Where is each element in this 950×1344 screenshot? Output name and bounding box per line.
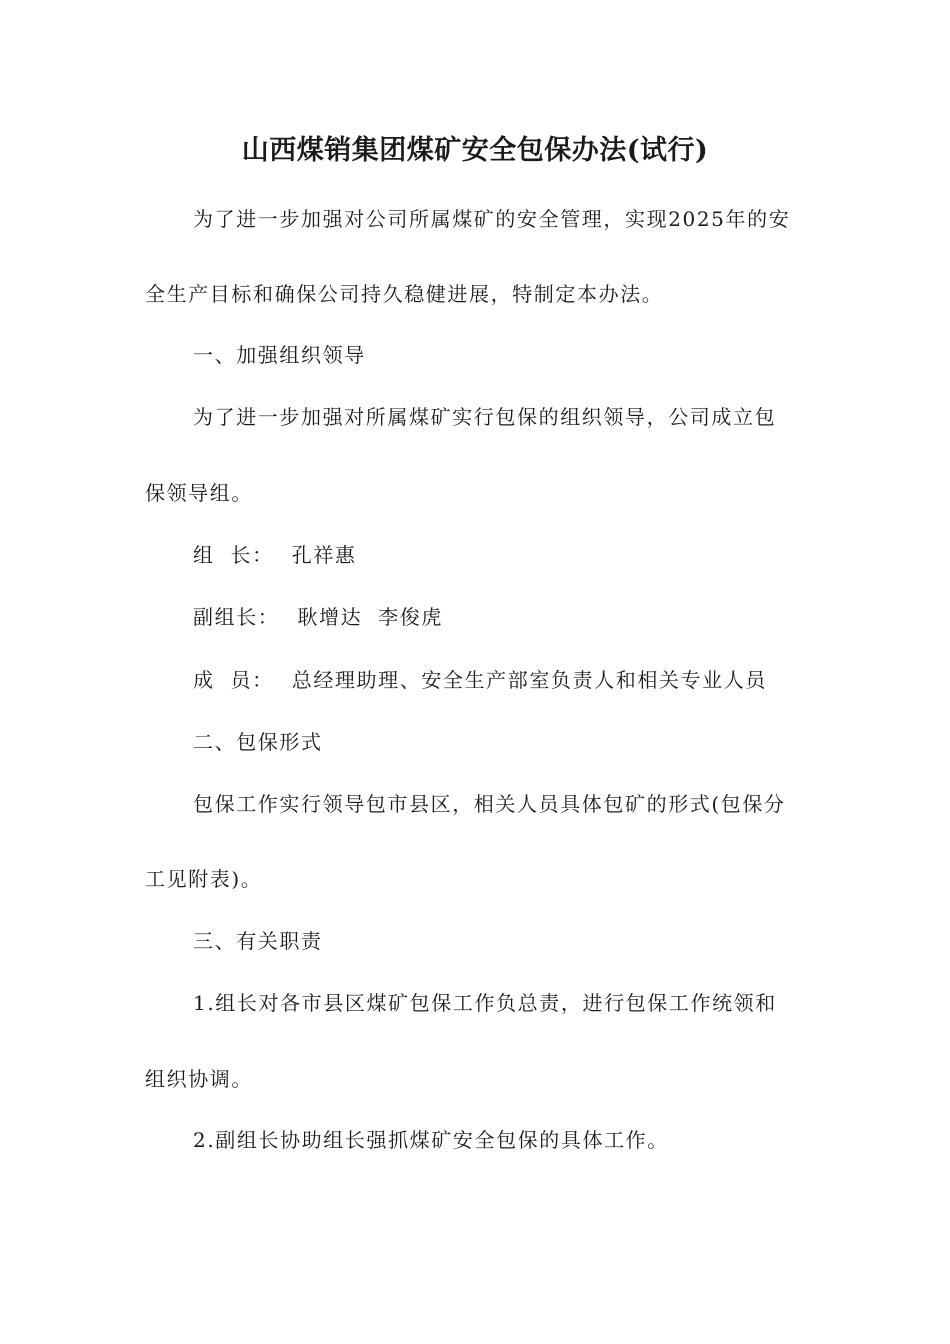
leader-row <box>193 540 357 570</box>
member-label: 成 员： <box>193 668 274 692</box>
paragraph-leadership-line-2: 保领导组。 <box>145 481 253 505</box>
leader-label: 组 长： <box>193 543 274 567</box>
paragraph-form-line-1: 包保工作实行领导包市县区，相关人员具体包矿的形式(包保分 <box>193 792 786 816</box>
section-heading-2: 二、包保形式 <box>193 730 323 754</box>
deputy-row <box>193 602 443 632</box>
duty-item-1-line-1: 1.组长对各市县区煤矿包保工作负总责，进行包保工作统领和 <box>193 991 777 1015</box>
duty-item-2-line-1: 2.副组长协助组长强抓煤矿安全包保的具体工作。 <box>193 1128 669 1152</box>
leader-value: 孔祥惠 <box>291 543 357 567</box>
paragraph-form-line-2: 工见附表)。 <box>145 867 263 891</box>
paragraph-intro-line-1: 为了进一步加强对公司所属煤矿的安全管理，实现2025年的安 <box>193 207 791 231</box>
member-row <box>193 665 767 695</box>
section-heading-1: 一、加强组织领导 <box>193 343 366 367</box>
paragraph-leadership-line-1: 为了进一步加强对所属煤矿实行包保的组织领导，公司成立包 <box>193 405 777 429</box>
section-heading-3: 三、有关职责 <box>193 929 323 953</box>
document-title: 山西煤销集团煤矿安全包保办法(试行) <box>241 135 709 166</box>
duty-item-1-line-2: 组织协调。 <box>145 1067 253 1091</box>
deputy-value: 耿增达 李俊虎 <box>297 605 443 629</box>
deputy-label: 副组长： <box>193 605 280 629</box>
member-value: 总经理助理、安全生产部室负责人和相关专业人员 <box>291 668 767 692</box>
paragraph-intro-line-2: 全生产目标和确保公司持久稳健进展，特制定本办法。 <box>145 282 664 306</box>
